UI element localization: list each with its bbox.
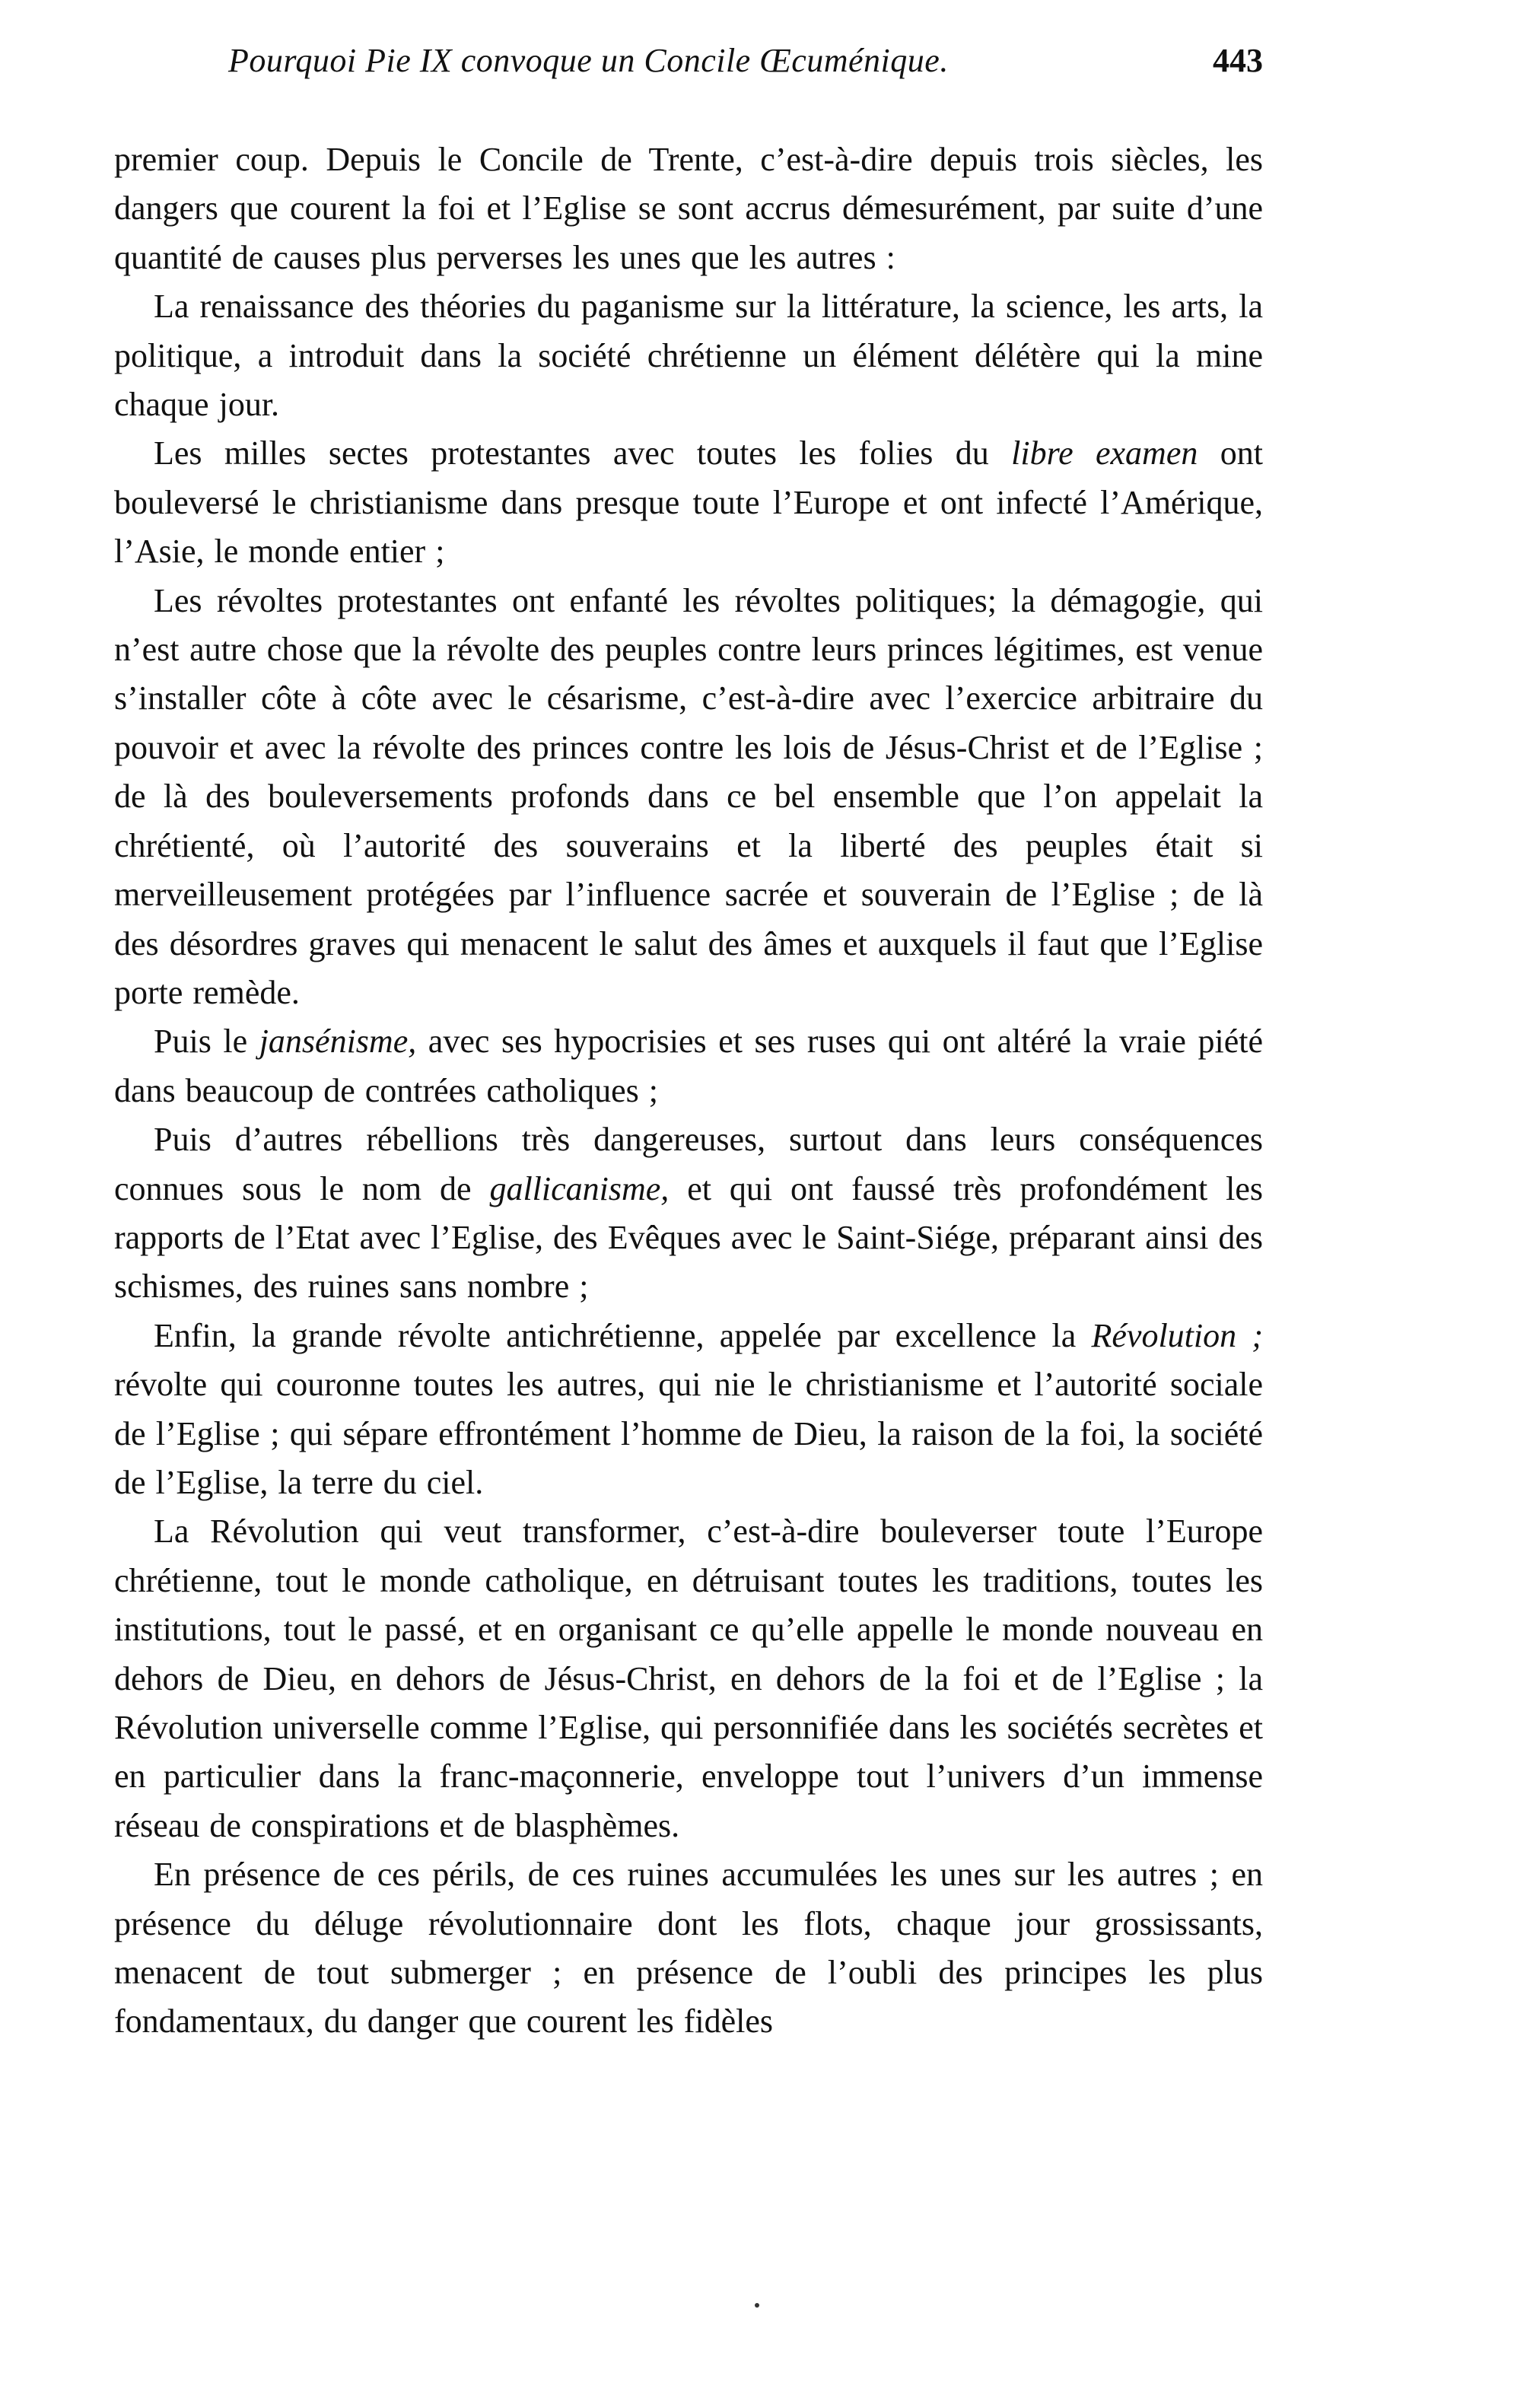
text-run: La Révolution qui veut transformer, c’est-à-dire bouleverser toute l’Europe chrétienne, tout le monde catholique, en détruisant toutes les traditions, toutes les institutions, tout le passé, et en organisant ce qu’elle appelle le monde nouveau en dehors de Dieu, en dehors de Jésus-Christ, en dehors de la foi et de l’Eglise ; la Révolution universelle comme l’Eglise, qui personnifiée dans les sociétés secrètes et en particulier dans la franc-maçonnerie, enveloppe tout l’univers d’un immense réseau de conspirations et de blasphèmes. <box>114 1513 1263 1844</box>
paragraph <box>114 429 1263 576</box>
italic-term: jansénisme, <box>259 1023 417 1061</box>
text-run: Enfin, la grande révolte antichrétienne, appelée par excellence la <box>154 1316 1092 1354</box>
text-run: et qui ont faussé très profondément les rapports de l’Etat avec l’Eglise, des Evêques avec le Saint-Siége, préparant ainsi des schismes, des ruines sans nombre ; <box>114 1169 1263 1306</box>
paragraph <box>114 577 1263 1018</box>
body-text <box>114 135 1263 2047</box>
italic-term: Révolution ; <box>1091 1316 1264 1354</box>
text-run: ont bouleversé le christianisme dans presque toute l’Europe et ont infecté l’Amérique, l’Asie, le monde entier ; <box>114 434 1263 571</box>
text-run: avec ses hypocrisies et ses ruses qui ont altéré la vraie piété dans beaucoup de contrées catholiques ; <box>114 1023 1264 1109</box>
text-run: premier coup. Depuis le Concile de Trente, c’est-à-dire depuis trois siècles, les dangers que courent la foi et l’Eglise se sont accrus démesurément, par suite d’une quantité de causes plus perverses les unes que les autres : <box>114 141 1263 276</box>
paragraph <box>114 1850 1263 2047</box>
book-page <box>114 30 1263 2374</box>
text-run: En présence de ces périls, de ces ruines accumulées les unes sur les autres ; en présence du déluge révolutionnaire dont les flots, chaque jour grossissants, menacent de tout submerger ; en présence de l’oubli des principes les plus fondamentaux, du danger que courent les fidèles <box>114 1856 1263 2041</box>
text-run: Les révoltes protestantes ont enfanté les révoltes politiques; la démagogie, qui n’est autre chose que la révolte des peuples contre leurs princes légitimes, est venue s’installer côte à côte avec le césarisme, c’est-à-dire avec l’exercice arbitraire du pouvoir et avec la révolte des princes contre les lois de Jésus-Christ et de l’Eglise ; de là des bouleversements profonds dans ce bel ensemble que l’on appelait la chrétienté, où l’autorité des souverains et la liberté des peuples était si merveilleusement protégées par l’influence sacrée et souverain de l’Eglise ; de là des désordres graves qui menacent le salut des âmes et auxquels il faut que l’Eglise porte remède. <box>114 581 1263 1011</box>
paragraph <box>114 1507 1263 1850</box>
paragraph <box>114 282 1263 429</box>
page-number: 443 <box>1213 42 1263 79</box>
italic-term: libre examen <box>1011 434 1198 472</box>
text-run: révolte qui couronne toutes les autres, qui nie le christianisme et l’autorité sociale de l’Eglise ; qui sépare effrontément l’homme de Dieu, la raison de la foi, la société de l’Eglise, la terre du ciel. <box>114 1366 1263 1501</box>
paragraph <box>114 135 1263 282</box>
running-title: Pourquoi Pie IX convoque un Concile Œcuménique. <box>228 42 949 79</box>
paragraph <box>114 1017 1263 1115</box>
text-run: Puis le <box>154 1023 259 1061</box>
text-run: Les milles sectes protestantes avec toutes les folies du <box>154 434 1012 472</box>
text-run: Puis d’autres rébellions très dangereuses, surtout dans leurs conséquences connues sous le nom de <box>114 1121 1263 1207</box>
text-run: La renaissance des théories du paganisme sur la littérature, la science, les arts, la politique, a introduit dans la société chrétienne un élément délétère qui la mine chaque jour. <box>114 288 1263 424</box>
paragraph <box>114 1115 1263 1312</box>
ink-speck <box>755 2303 759 2308</box>
running-head <box>114 30 1263 91</box>
paragraph <box>114 1312 1263 1508</box>
italic-term: gallicanisme, <box>489 1169 670 1207</box>
